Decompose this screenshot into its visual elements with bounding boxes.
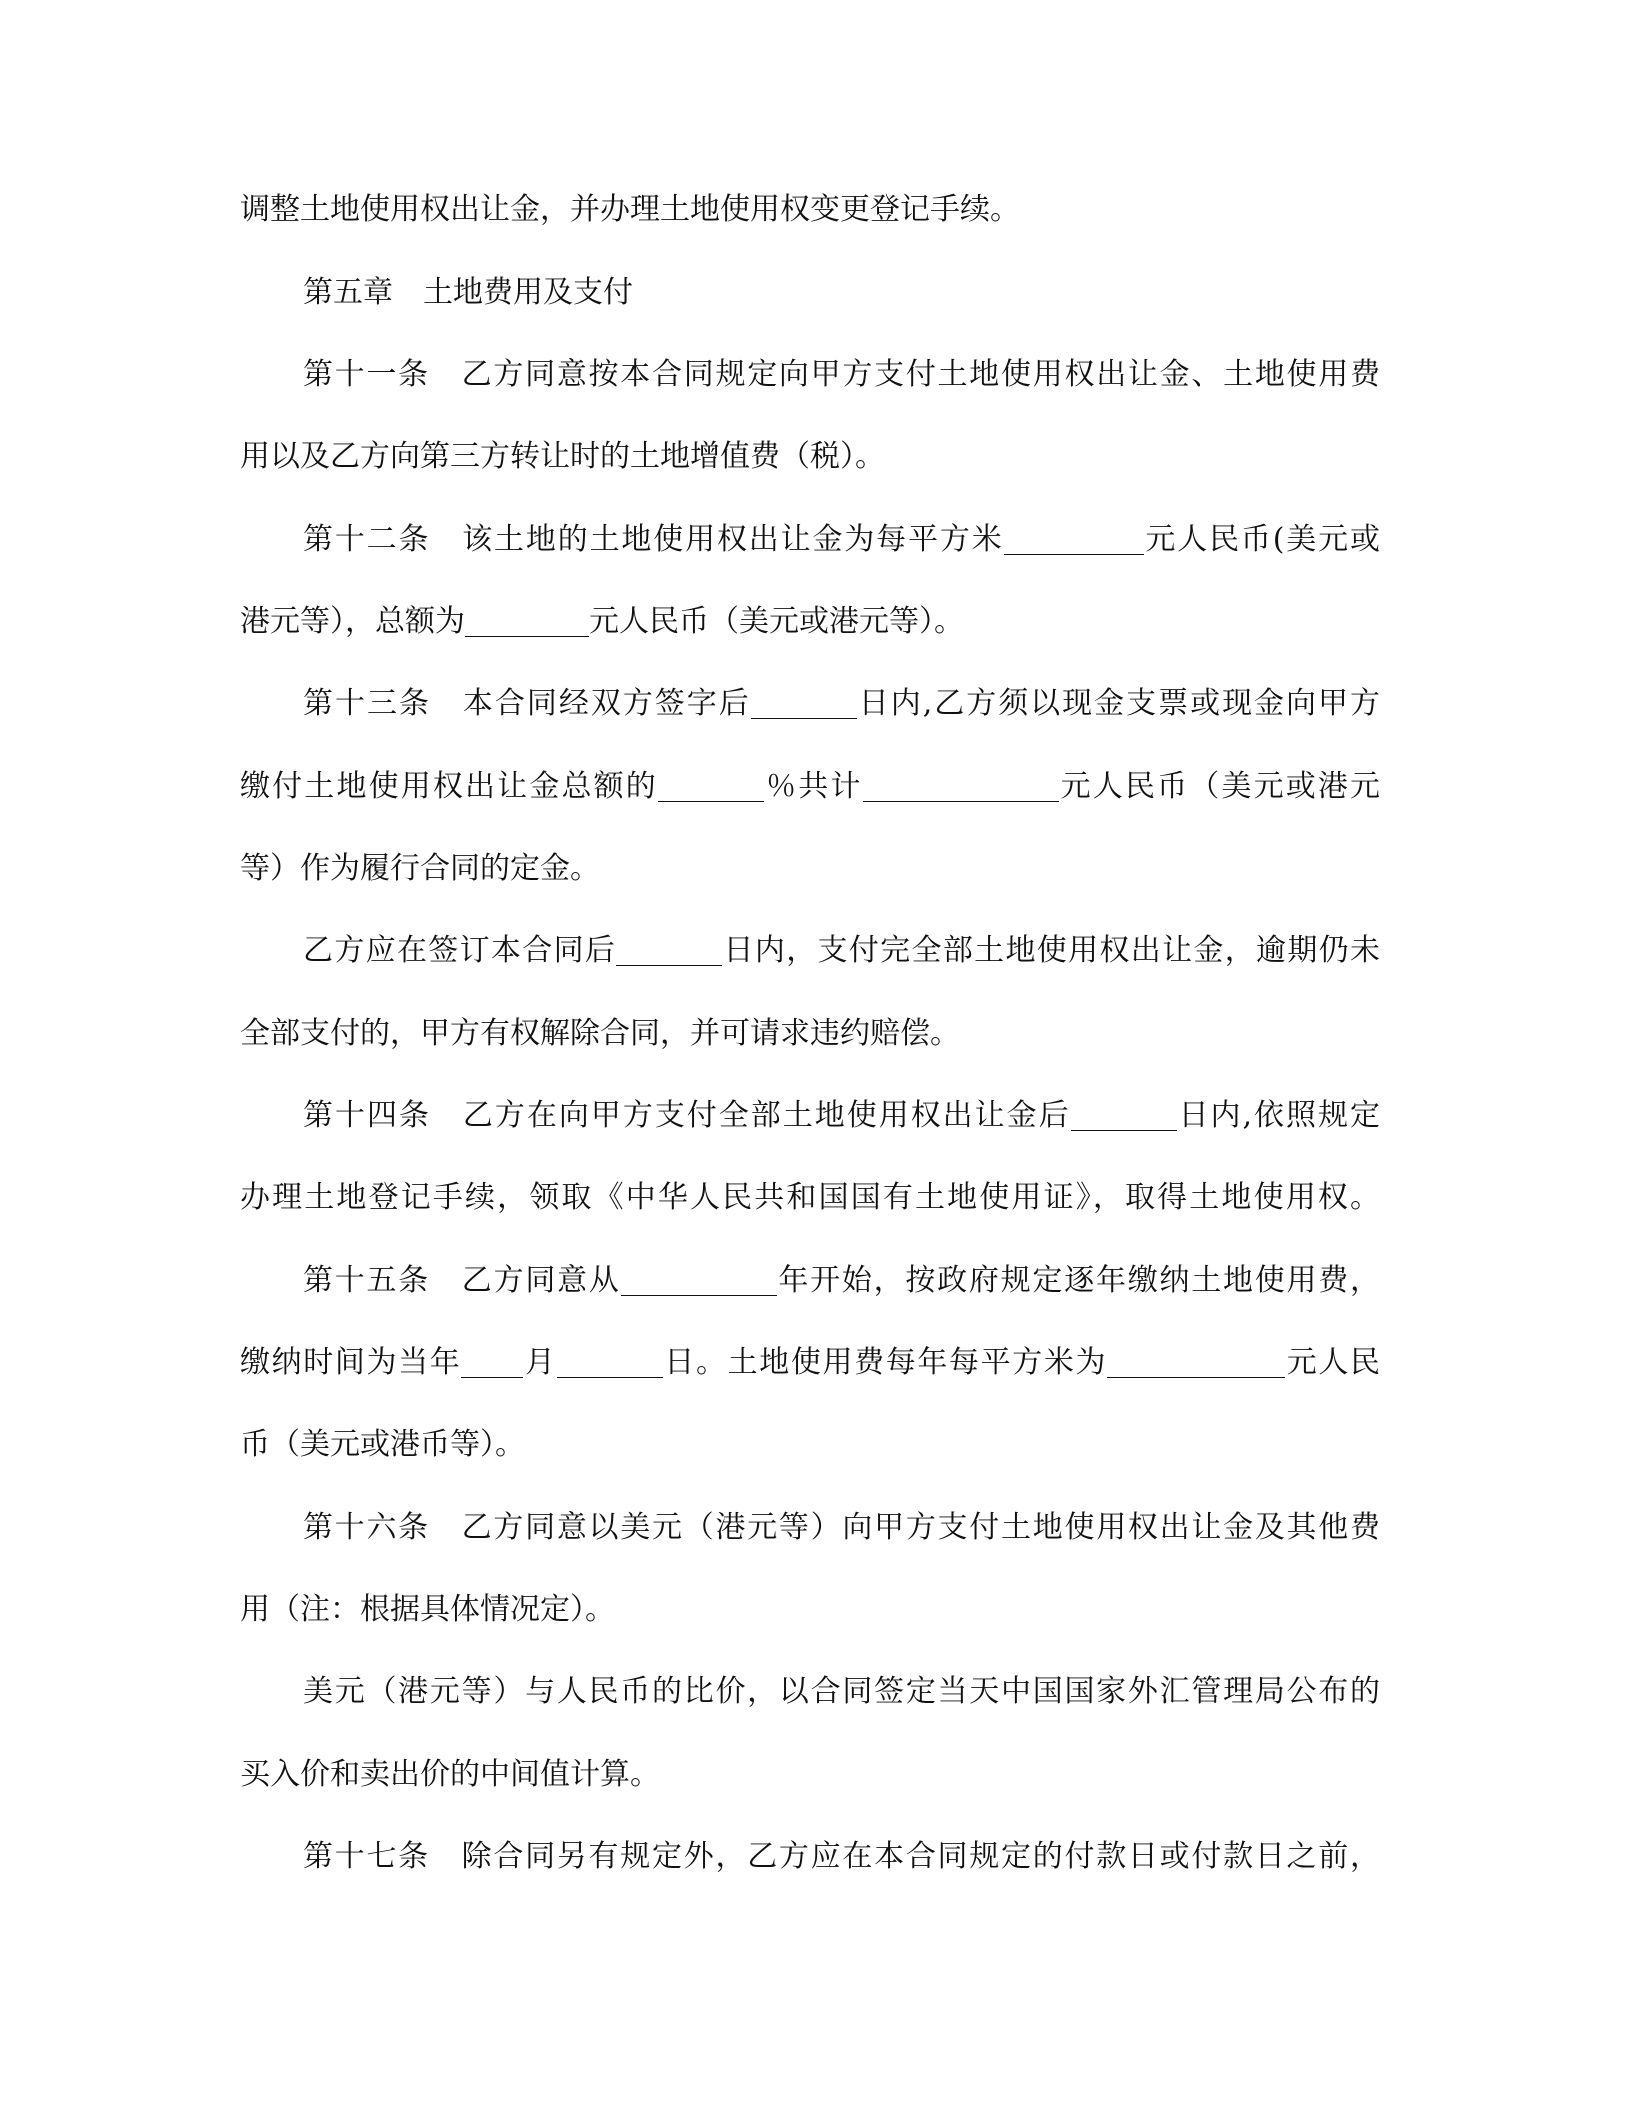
blank-field[interactable] bbox=[1107, 1347, 1285, 1378]
article-12-line-1: 第十二条 该土地的土地使用权出让金为每平方米 元人民币(美元或 bbox=[303, 522, 1380, 557]
paragraph-line-1: 美元（港元等）与人民币的比价，以合同签定当天中国国家外汇管理局公布的 bbox=[303, 1674, 1380, 1709]
article-12-line-2: 港元等），总额为 元人民币（美元或港元等）。 bbox=[240, 604, 964, 639]
article-13-line-3: 等）作为履行合同的定金。 bbox=[240, 851, 600, 886]
blank-field[interactable] bbox=[621, 1265, 777, 1296]
article-17-line-1: 第十七条 除合同另有规定外，乙方应在本合同规定的付款日或付款日之前， bbox=[303, 1839, 1380, 1874]
article-14-line-2: 办理土地登记手续，领取《中华人民共和国国有土地使用证》，取得土地使用权。 bbox=[240, 1180, 1380, 1215]
blank-field[interactable] bbox=[461, 1347, 523, 1378]
paragraph-line-2: 买入价和卖出价的中间值计算。 bbox=[240, 1757, 660, 1792]
blank-field[interactable] bbox=[616, 935, 722, 966]
article-13-line-2: 缴付土地使用权出让金总额的 ％共计 元人民币（美元或港元 bbox=[240, 769, 1380, 804]
article-15-line-2: 缴纳时间为当年 月 日。土地使用费每年每平方米为 元人民 bbox=[240, 1345, 1380, 1380]
article-15-line-3: 币（美元或港币等）。 bbox=[240, 1427, 525, 1462]
blank-field[interactable] bbox=[1071, 1100, 1177, 1131]
blank-field[interactable] bbox=[465, 606, 589, 637]
paragraph-line-2: 全部支付的，甲方有权解除合同，并可请求违约赔偿。 bbox=[240, 1016, 960, 1051]
article-16-line-2: 用（注：根据具体情况定）。 bbox=[240, 1592, 615, 1627]
blank-field[interactable] bbox=[557, 1347, 663, 1378]
blank-field[interactable] bbox=[751, 688, 857, 719]
blank-field[interactable] bbox=[1004, 524, 1144, 555]
blank-field[interactable] bbox=[863, 771, 1059, 802]
article-11-line-1: 第十一条 乙方同意按本合同规定向甲方支付土地使用权出让金、土地使用费 bbox=[303, 357, 1380, 392]
article-16-line-1: 第十六条 乙方同意以美元（港元等）向甲方支付土地使用权出让金及其他费 bbox=[303, 1510, 1380, 1545]
article-15-line-1: 第十五条 乙方同意从 年开始，按政府规定逐年缴纳土地使用费， bbox=[303, 1263, 1380, 1298]
text-line: 调整土地使用权出让金，并办理土地使用权变更登记手续。 bbox=[240, 192, 1020, 227]
article-13-line-1: 第十三条 本合同经双方签字后 日内,乙方须以现金支票或现金向甲方 bbox=[303, 686, 1380, 721]
article-14-line-1: 第十四条 乙方在向甲方支付全部土地使用权出让金后 日内,依照规定 bbox=[303, 1098, 1380, 1133]
article-11-line-2: 用以及乙方向第三方转让时的土地增值费（税）。 bbox=[240, 439, 885, 474]
paragraph-line-1: 乙方应在签订本合同后 日内，支付完全部土地使用权出让金，逾期仍未 bbox=[303, 933, 1380, 968]
blank-field[interactable] bbox=[658, 771, 764, 802]
chapter-heading: 第五章 土地费用及支付 bbox=[303, 275, 633, 310]
